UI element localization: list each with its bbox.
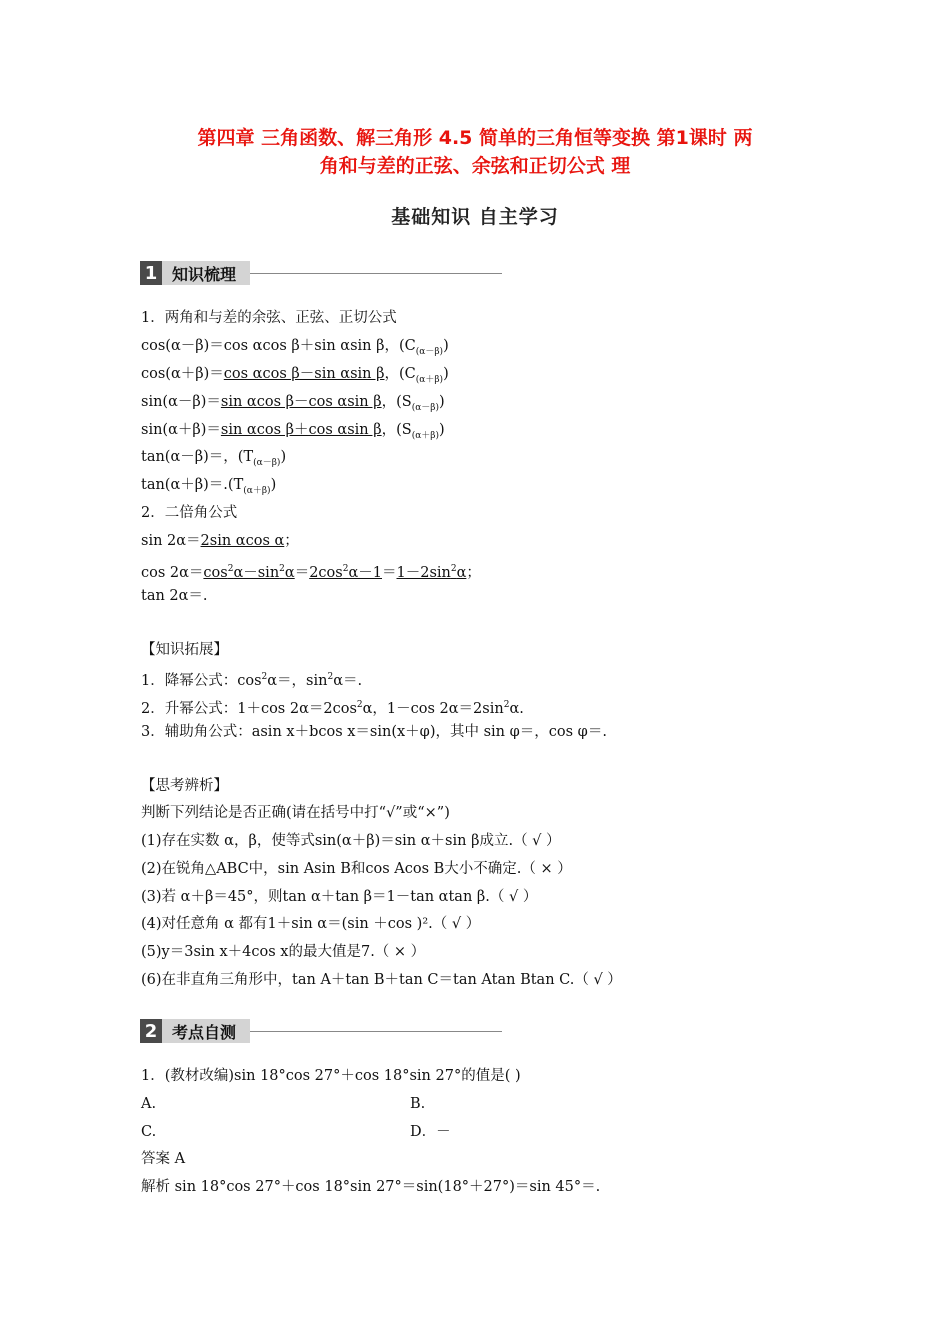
section-rule bbox=[250, 1031, 502, 1032]
formula-tan-plus: $\tan(\alpha+\beta)=.(T_{(\alpha+\beta)})$ bbox=[141, 477, 277, 496]
option-a: A. bbox=[141, 1096, 157, 1112]
formulas-heading: 1．两角和与差的余弦、正弦、正切公式 bbox=[141, 310, 397, 326]
double-angle-heading: 2．二倍角公式 bbox=[141, 505, 238, 521]
formula-tan-double: tan 2α＝. bbox=[141, 588, 208, 604]
chapter-title-line-1: 第四章 三角函数、解三角形 4.5 简单的三角恒等变换 第1课时 两 bbox=[197, 127, 753, 149]
section-label: 考点自测 bbox=[162, 1019, 250, 1043]
section-header-knowledge bbox=[140, 261, 502, 285]
formula-tan-minus: tan(α－β)＝，$(T_{(\alpha-\beta)})$ bbox=[141, 449, 287, 468]
section-label: 知识梳理 bbox=[162, 261, 250, 285]
formula-sin-double: sin 2α＝2sin αcos α； bbox=[141, 533, 299, 549]
analysis-line: 解析 sin 18°cos 27°＋cos 18°sin 27°＝sin(18°＋27°)＝sin 45°＝. bbox=[141, 1179, 601, 1195]
formula-sin-minus: sin(α－β)＝sin αcos β－cos αsin β，$(S_{(\alpha-\beta)})$ bbox=[141, 394, 445, 413]
formula-cos-double: $\cos 2\alpha=\cos^2\alpha-\sin^2\alpha=2\cos^2\alpha-1=1-2\sin^2\alpha$； bbox=[141, 564, 481, 581]
section-number: 1 bbox=[140, 261, 162, 285]
section-header-self-test bbox=[140, 1019, 502, 1043]
think-item-1: (1)存在实数 α，β，使等式sin(α＋β)＝sin α＋sin β成立.（ √ ） bbox=[141, 833, 561, 849]
think-item-3: (3)若 α＋β＝45°，则tan α＋tan β＝1－tan αtan β.（ √ ） bbox=[141, 889, 538, 905]
section-subtitle: 基础知识 自主学习 bbox=[391, 206, 559, 228]
section-number: 2 bbox=[140, 1019, 162, 1043]
answer-line: 答案 A bbox=[141, 1151, 186, 1167]
extension-item-1: 1．降幂公式：$\cos^2\alpha=$，$\sin^2\alpha=$. bbox=[141, 672, 363, 689]
formula-sin-plus: sin(α＋β)＝sin αcos β＋cos αsin β，$(S_{(\alpha+\beta)})$ bbox=[141, 422, 445, 441]
extension-item-3: 3．辅助角公式：asin x＋bcos x＝sin(x＋φ)，其中 sin φ＝，cos φ＝. bbox=[141, 724, 607, 740]
formula-cos-plus: cos(α＋β)＝cos αcos β－sin αsin β，$(C_{(\alpha+\beta)})$ bbox=[141, 366, 449, 385]
think-item-6: (6)在非直角三角形中，tan A＋tan B＋tan C＝tan Atan Btan C.（ √ ） bbox=[141, 972, 622, 988]
think-intro: 判断下列结论是否正确(请在括号中打“√”或“×”) bbox=[141, 805, 450, 821]
formula-cos-minus: cos(α－β)＝cos αcos β＋sin αsin β，$(C_{(\alpha-\beta)})$ bbox=[141, 338, 449, 357]
option-c: C. bbox=[141, 1124, 157, 1140]
option-d: D．－ bbox=[410, 1124, 451, 1140]
chapter-title-line-2: 角和与差的正弦、余弦和正切公式 理 bbox=[319, 155, 631, 177]
think-item-5: (5)y＝3sin x＋4cos x的最大值是7.（ × ） bbox=[141, 944, 426, 960]
option-b: B. bbox=[410, 1096, 426, 1112]
extension-item-2: 2．升幂公式：1＋cos $2\alpha=2\cos^2\alpha$，1－cos $2\alpha=2\sin^2\alpha$. bbox=[141, 700, 524, 717]
think-heading: 【思考辨析】 bbox=[141, 778, 228, 794]
think-item-2: (2)在锐角△ABC中，sin Asin B和cos Acos B大小不确定.（ × ） bbox=[141, 861, 572, 877]
extension-heading: 【知识拓展】 bbox=[141, 642, 228, 658]
question-stem: 1．(教材改编)sin 18°cos 27°＋cos 18°sin 27°的值是( ) bbox=[141, 1068, 521, 1084]
think-item-4: (4)对任意角 α 都有1＋sin α＝(sin ＋cos )².（ √ ） bbox=[141, 916, 481, 932]
section-rule bbox=[250, 273, 502, 274]
